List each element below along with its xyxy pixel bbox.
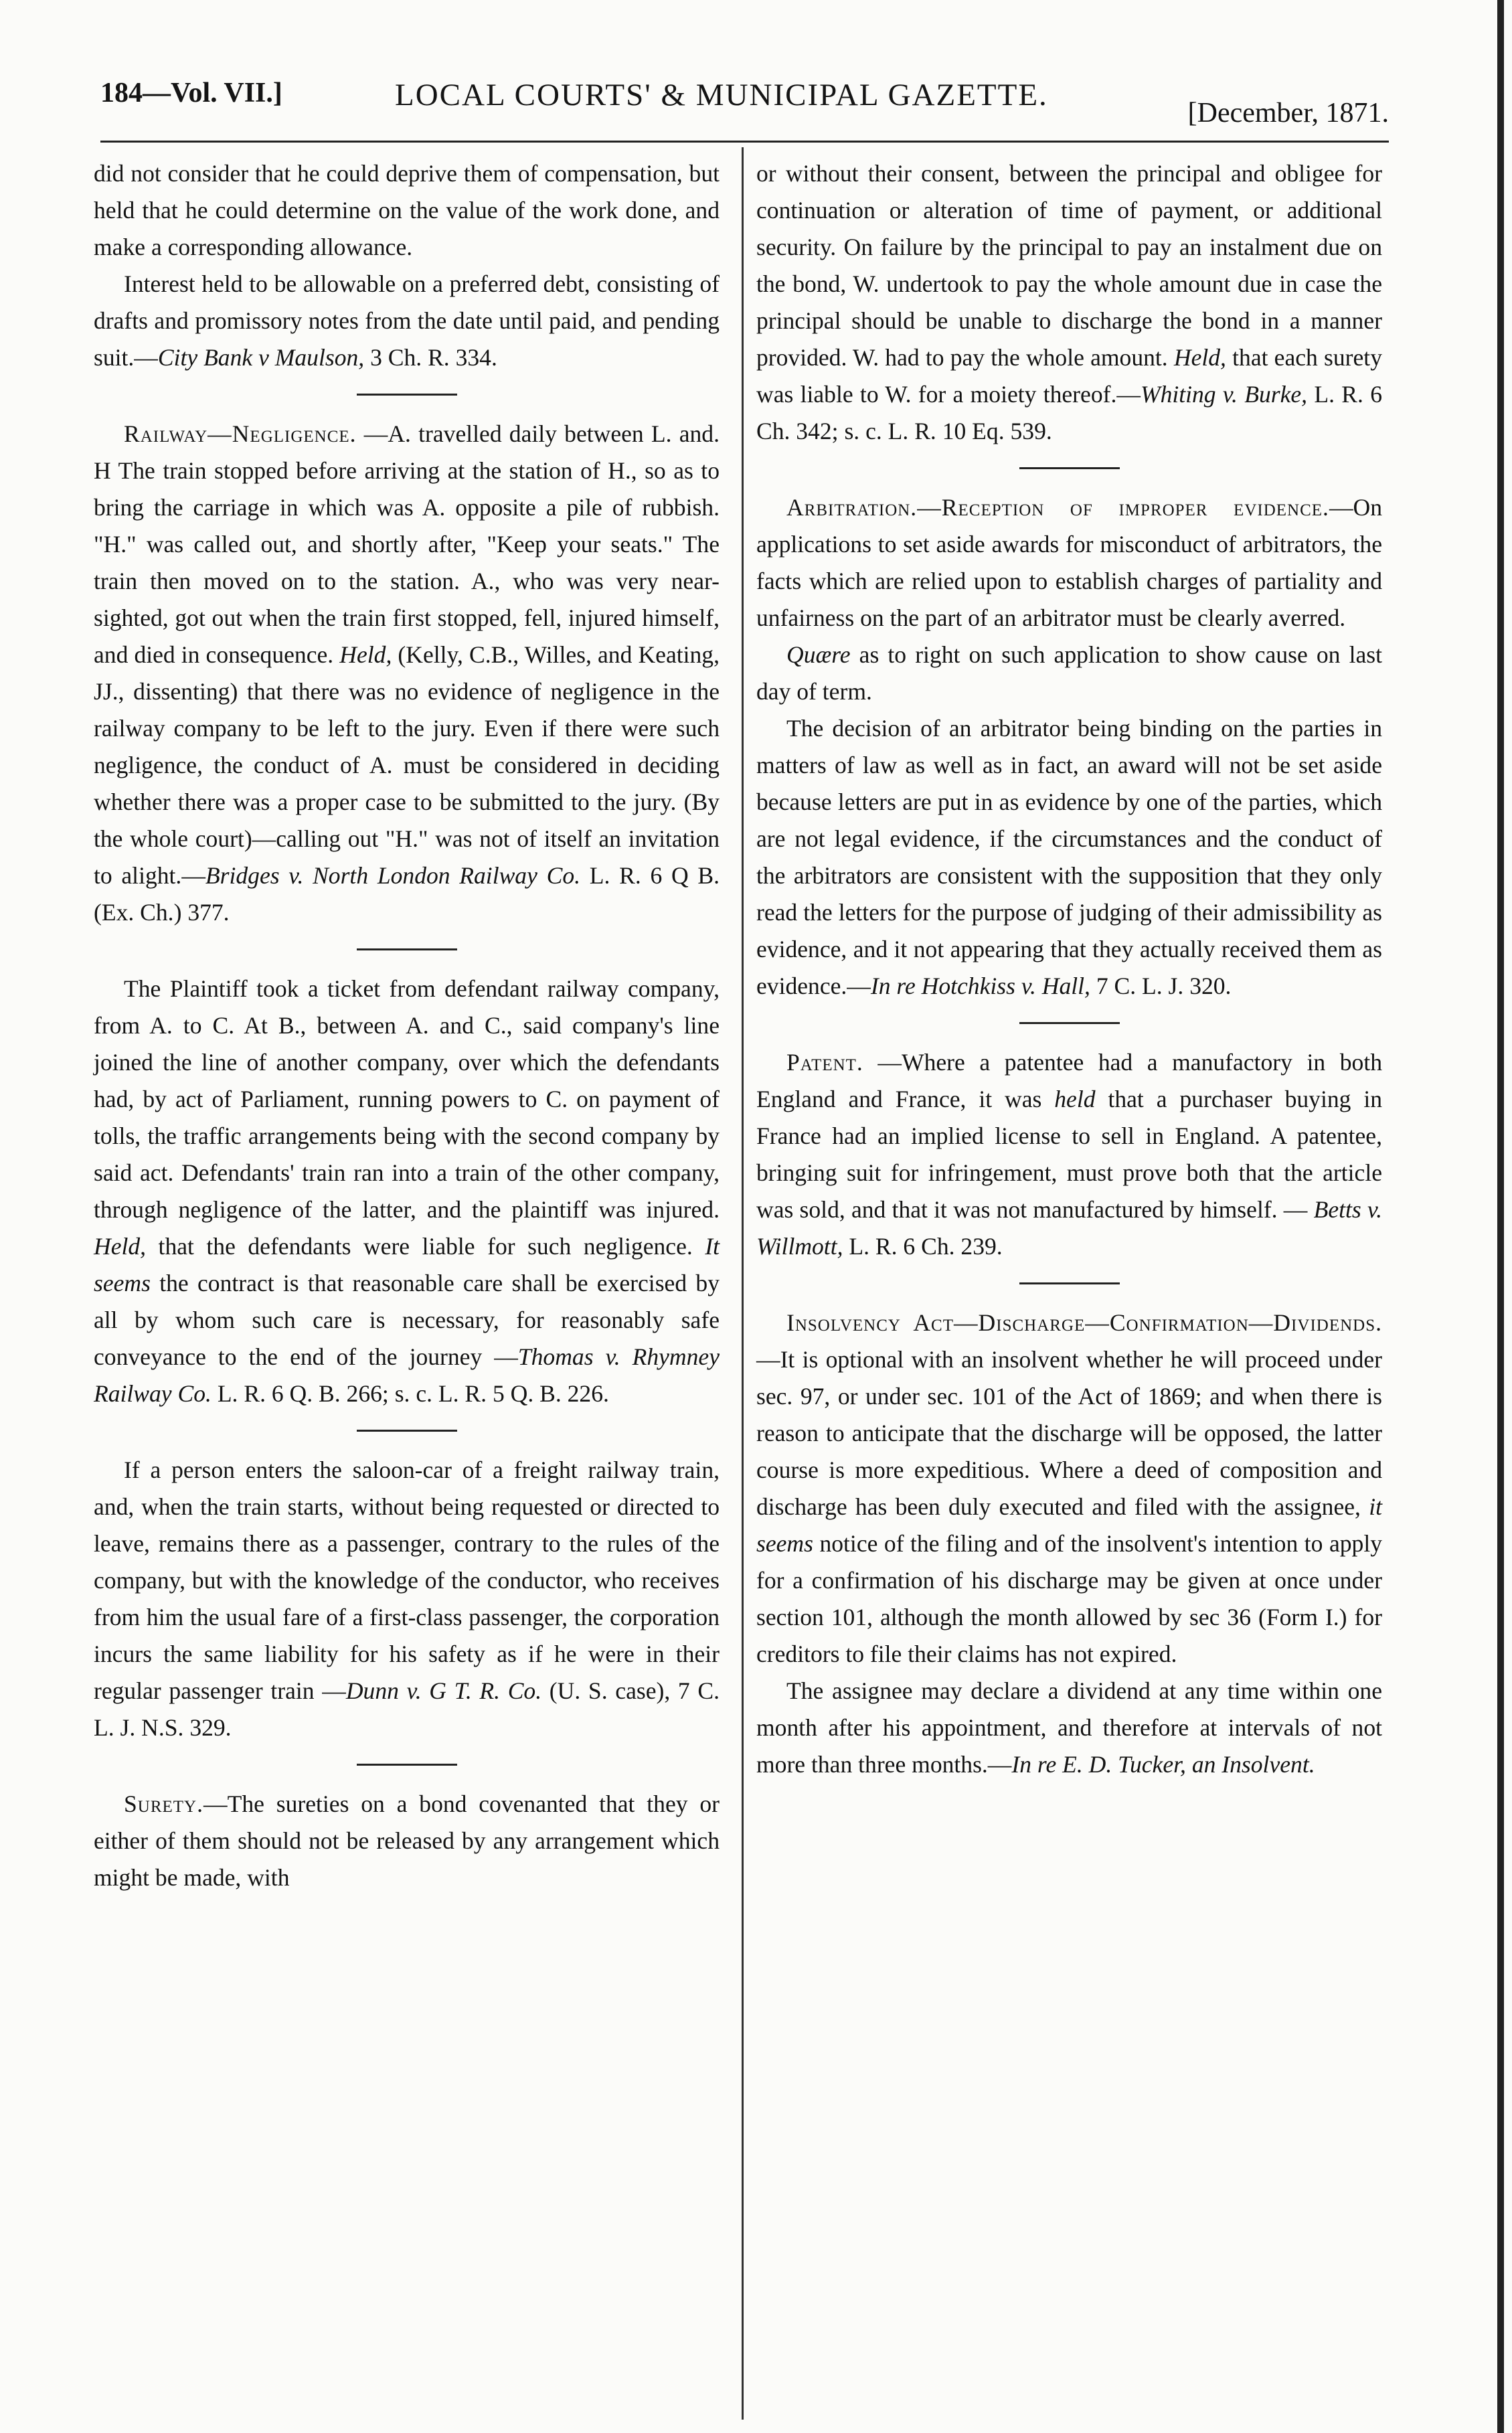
dividend-paragraph: The assignee may declare a dividend at any time within one month after his appointment, and therefore at intervals of not more than three months.—In re E. D. Tucker, an Insolvent. — [756, 1677, 1382, 1778]
section-heading: Patent. — [786, 1049, 863, 1076]
interest-paragraph: Interest held to be allowable on a preferred debt, consisting of drafts and promissory notes from the date until paid, and pending suit.—City Bank v Maulson, 3 Ch. R. 334. — [94, 270, 720, 371]
case-citation: City Bank v Maulson, — [157, 344, 365, 371]
header-rule — [100, 141, 1389, 143]
left-column — [94, 155, 720, 1896]
section-separator — [1019, 1022, 1120, 1024]
surety-continued-paragraph: or without their consent, between the principal and obligee for continuation or alteration of time of payment, or additional security. On failure by the principal to pay an instalment due on the bond, W. undertook to pay the whole amount due in case the principal should be unable to discharge the bond in a manner provided. W. had to pay the whole amount. Held, that each surety was liable to W. for a moiety thereof.—Whiting v. Burke, L. R. 6 Ch. 342; s. c. L. R. 10 Eq. 539. — [756, 160, 1382, 444]
plaintiff-ticket-paragraph: The Plaintiff took a ticket from defendant railway company, from A. to C. At B., between A. and C., said company's line joined the line of another company, over which the defendants had, by act of Parliament, running powers to C. on payment of tolls, the traffic arrangements being with the second company by said act. Defendants' train ran into a train of the other company, through negligence of the latter, and the plaintiff was injured. Held, that the defendants were liable for such negligence. It seems the contract is that reasonable care shall be exercised by all by whom such care is necessary, for reasonably safe conveyance to the end of the journey —Thomas v. Rhymney Railway Co. L. R. 6 Q. B. 266; s. c. L. R. 5 Q. B. 226. — [94, 975, 720, 1407]
section-heading: Arbitration.—Reception of improper evidence. — [786, 494, 1329, 521]
section-separator — [1019, 1282, 1120, 1284]
section-separator — [357, 1430, 457, 1432]
arbitrator-decision-paragraph: The decision of an arbitrator being binding on the parties in matters of law as well as in fact, an award will not be set aside because letters are put in as evidence by one of the parties, which are not legal evidence, if the circumstances and the conduct of the arbitrators are consistent with the supposition that they only read the letters for the purpose of judging of their admissibility as evidence, and it not appearing that they actually received them as evidence.—In re Hotchkiss v. Hall, 7 C. L. J. 320. — [756, 715, 1382, 999]
section-separator — [357, 394, 457, 396]
case-citation: Dunn v. G T. R. Co. — [345, 1677, 542, 1704]
compensation-paragraph: did not consider that he could deprive them of compensation, but held that he could determine on the value of the work done, and make a corresponding allowance. — [94, 160, 720, 260]
scan-edge — [1497, 0, 1504, 2433]
insolvency-paragraph: Insolvency Act—Discharge—Confirmation—Dividends.—It is optional with an insolvent whether he will proceed under sec. 97, or under sec. 101 of the Act of 1869; and when there is reason to anticipate that the discharge will be opposed, the latter course is more expeditious. Where a deed of composition and discharge has been duly executed and filed with the assignee, it seems notice of the filing and of the insolvent's intention to apply for a confirmation of his discharge may be given at once under section 101, although the month allowed by sec 36 (Form I.) for creditors to file their claims has not expired. — [756, 1309, 1382, 1667]
section-separator — [357, 948, 457, 950]
case-citation: Bridges v. North London Railway Co. — [205, 862, 581, 889]
section-separator — [357, 1764, 457, 1766]
issue-date: [December, 1871. — [1187, 98, 1389, 129]
saloon-car-paragraph: If a person enters the saloon-car of a freight railway train, and, when the train starts, without being requested or directed to leave, remains there as a passenger, contrary to the rules of the company, but with the knowledge of the conductor, who receives from him the usual fare of a first-class passenger, the corporation incurs the same liability for his safety as if he were in their regular passenger train —Dunn v. G T. R. Co. (U. S. case), 7 C. L. J. N.S. 329. — [94, 1456, 720, 1741]
case-citation: In re Hotchkiss v. Hall, — [870, 973, 1090, 999]
case-citation: In re E. D. Tucker, an Insolvent. — [1011, 1751, 1315, 1778]
railway-negligence-paragraph: Railway—Negligence. —A. travelled daily between L. and. H The train stopped before arriving at the station of H., so as to bring the carriage in which was A. opposite a pile of rubbish. "H." was called out, and shortly after, "Keep your seats." The train then moved on to the station. A., who was very near-sighted, got out when the train first stopped, fell, injured himself, and died in consequence. Held, (Kelly, C.B., Willes, and Keating, JJ., dissenting) that there was no evidence of negligence in the railway company to be left to the jury. Even if there were such negligence, the conduct of A. must be considered in deciding whether there was a proper case to be submitted to the jury. (By the whole court)—calling out "H." was not of itself an invitation to alight.—Bridges v. North London Railway Co. L. R. 6 Q B. (Ex. Ch.) 377. — [94, 420, 720, 926]
case-citation: Thomas v. Rhymney Railway Co. — [94, 1343, 720, 1407]
page-volume-number: 184—Vol. VII.] — [100, 78, 282, 108]
column-divider — [742, 147, 744, 2420]
surety-paragraph: Surety.—The sureties on a bond covenanted that they or either of them should not be released by any arrangement which might be made, with — [94, 1790, 720, 1891]
section-heading: Railway—Negligence. — [124, 420, 357, 447]
patent-paragraph: Patent. —Where a patentee had a manufactory in both England and France, it was held that a purchaser buying in France had an implied license to sell in England. A patentee, bringing suit for infringement, must prove both that the article was sold, and that it was not manufactured by himself. — Betts v. Willmott, L. R. 6 Ch. 239. — [756, 1049, 1382, 1260]
publication-title: LOCAL COURTS' & MUNICIPAL GAZETTE. — [395, 78, 1048, 112]
section-heading: Insolvency Act—Discharge—Confirmation—Dividends. — [786, 1309, 1382, 1336]
page-header — [100, 64, 1389, 137]
case-citation: Whiting v. Burke, — [1140, 381, 1308, 408]
case-citation: Betts v. Willmott, — [756, 1196, 1382, 1260]
section-heading: Surety. — [124, 1790, 204, 1817]
right-column — [756, 155, 1382, 1783]
arbitration-paragraph: Arbitration.—Reception of improper evidence.—On applications to set aside awards for misconduct of arbitrators, the facts which are relied upon to establish charges of partiality and unfairness on the part of an arbitrator must be clearly averred. — [756, 494, 1382, 631]
quaere-paragraph: Quære as to right on such application to show cause on last day of term. — [756, 641, 1382, 705]
section-separator — [1019, 467, 1120, 469]
